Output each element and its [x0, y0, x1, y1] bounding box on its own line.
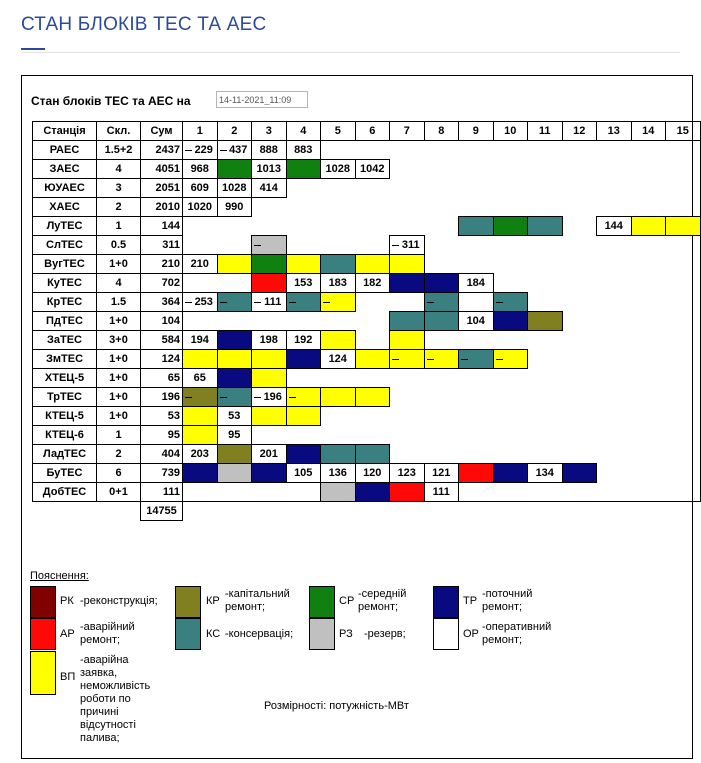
unit-cell[interactable] — [355, 273, 391, 293]
title-accent-bar — [21, 48, 45, 50]
station-name: РАЕС — [32, 140, 97, 160]
unit-cell[interactable] — [389, 349, 425, 369]
station-composition: 1+0 — [96, 311, 141, 331]
column-header: Станція — [32, 121, 97, 141]
legend-swatch — [433, 618, 459, 650]
unit-cell[interactable] — [320, 387, 356, 407]
station-name: ДобТЕС — [32, 482, 97, 502]
column-header: Сум — [140, 121, 183, 141]
unit-value: 1042 — [360, 163, 385, 175]
legend-swatch — [30, 651, 56, 695]
split-marker — [220, 397, 227, 398]
unit-cell[interactable] — [320, 349, 356, 369]
unit-cell[interactable] — [182, 387, 218, 407]
unit-cell[interactable] — [182, 463, 218, 483]
unit-value: 123 — [397, 467, 416, 479]
unit-cell[interactable] — [458, 273, 494, 293]
unit-cell[interactable] — [217, 159, 253, 179]
unit-cell[interactable] — [527, 311, 563, 331]
column-header: 2 — [217, 121, 253, 141]
split-marker — [461, 359, 468, 360]
unit-value: 134 — [535, 467, 554, 479]
unit-cell[interactable] — [217, 349, 253, 369]
station-composition: 1+0 — [96, 349, 141, 369]
unit-cell[interactable] — [355, 349, 391, 369]
unit-cell[interactable] — [251, 330, 287, 350]
unit-cell[interactable] — [355, 254, 391, 274]
column-header: 15 — [665, 121, 701, 141]
legend-swatch — [30, 586, 56, 618]
split-marker — [427, 359, 434, 360]
unit-value: 210 — [190, 258, 209, 270]
station-sum: 53 — [140, 406, 183, 426]
station-name: БуТЕС — [32, 463, 97, 483]
unit-cell[interactable] — [493, 292, 529, 312]
unit-cell[interactable] — [251, 140, 287, 160]
unit-cell[interactable] — [217, 330, 253, 350]
unit-cell[interactable] — [217, 368, 253, 388]
legend-code: ВП — [60, 671, 76, 683]
station-name: КуТЕС — [32, 273, 97, 293]
station-name: КТЕЦ-5 — [32, 406, 97, 426]
unit-cell[interactable] — [251, 406, 287, 426]
unit-cell[interactable] — [217, 387, 253, 407]
unit-cell[interactable] — [355, 482, 391, 502]
unit-value: 968 — [190, 163, 209, 175]
legend-code: КС — [206, 628, 221, 640]
station-sum: 311 — [140, 235, 183, 255]
unit-cell[interactable] — [389, 463, 425, 483]
station-name: ПдТЕС — [32, 311, 97, 331]
unit-cell[interactable] — [217, 425, 253, 445]
station-sum: 2010 — [140, 197, 183, 217]
unit-value: 105 — [294, 467, 313, 479]
units-note: Розмірності: потужність-МВт — [264, 700, 409, 712]
unit-cell[interactable] — [320, 444, 356, 464]
legend-description: -резерв; — [364, 628, 406, 640]
unit-cell[interactable] — [389, 254, 425, 274]
legend-code: СР — [339, 595, 355, 607]
unit-value: 53 — [228, 410, 241, 422]
date-field[interactable] — [216, 91, 308, 108]
station-name: КТЕЦ-6 — [32, 425, 97, 445]
split-marker — [254, 245, 261, 246]
station-name: КрТЕС — [32, 292, 97, 312]
unit-cell[interactable] — [217, 197, 253, 217]
unit-cell[interactable] — [251, 349, 287, 369]
unit-value: 883 — [294, 144, 313, 156]
unit-value: 1028 — [325, 163, 350, 175]
legend-title: Пояснення: — [30, 570, 89, 582]
unit-value: 183 — [328, 277, 347, 289]
unit-cell[interactable] — [424, 292, 460, 312]
unit-value: 609 — [190, 182, 209, 194]
unit-cell[interactable] — [320, 254, 356, 274]
legend-swatch — [433, 586, 459, 618]
unit-cell[interactable] — [596, 216, 632, 236]
station-composition: 1+0 — [96, 368, 141, 388]
unit-cell[interactable] — [493, 463, 529, 483]
unit-cell[interactable] — [182, 406, 218, 426]
unit-cell[interactable] — [251, 159, 287, 179]
legend-code: АР — [60, 628, 75, 640]
column-header: 4 — [286, 121, 322, 141]
unit-cell[interactable] — [217, 444, 253, 464]
unit-cell[interactable] — [458, 349, 494, 369]
unit-cell[interactable] — [182, 425, 218, 445]
station-sum: 4051 — [140, 159, 183, 179]
unit-cell[interactable] — [424, 463, 460, 483]
legend-description: -аварійна заявка, неможливість роботи по причині відсутності палива; — [80, 654, 151, 744]
column-header: 14 — [631, 121, 667, 141]
station-name: ХТЕЦ-5 — [32, 368, 97, 388]
station-composition: 1 — [96, 425, 141, 445]
unit-cell[interactable] — [320, 273, 356, 293]
title-divider — [21, 52, 680, 53]
unit-cell[interactable] — [389, 311, 425, 331]
unit-cell[interactable] — [389, 273, 425, 293]
unit-cell[interactable] — [286, 292, 322, 312]
unit-cell[interactable] — [665, 216, 701, 236]
unit-value: 194 — [190, 334, 209, 346]
legend-code: РЗ — [339, 628, 353, 640]
station-sum: 196 — [140, 387, 183, 407]
unit-cell[interactable] — [631, 216, 667, 236]
station-name: ХАЕС — [32, 197, 97, 217]
split-marker — [185, 150, 192, 151]
unit-value: 1028 — [222, 182, 247, 194]
station-sum: 104 — [140, 311, 183, 331]
station-composition: 4 — [96, 159, 141, 179]
unit-cell[interactable] — [251, 463, 287, 483]
station-sum: 404 — [140, 444, 183, 464]
station-composition: 1+0 — [96, 387, 141, 407]
page-title: СТАН БЛОКІВ ТЕС ТА АЕС — [21, 14, 267, 35]
split-marker — [323, 302, 330, 303]
unit-cell[interactable] — [286, 159, 322, 179]
legend-code: РК — [60, 595, 74, 607]
unit-value: 253 — [194, 296, 213, 308]
station-composition: 0.5 — [96, 235, 141, 255]
unit-cell[interactable] — [493, 349, 529, 369]
legend-description: -оперативний ремонт; — [482, 621, 552, 646]
column-header: 11 — [527, 121, 563, 141]
unit-cell[interactable] — [320, 463, 356, 483]
unit-value: 201 — [259, 448, 278, 460]
station-composition: 0+1 — [96, 482, 141, 502]
station-name: ЛадТЕС — [32, 444, 97, 464]
station-composition: 1.5 — [96, 292, 141, 312]
station-sum: 739 — [140, 463, 183, 483]
split-marker — [392, 359, 399, 360]
station-sum: 124 — [140, 349, 183, 369]
unit-value: 198 — [259, 334, 278, 346]
unit-cell[interactable] — [251, 235, 287, 255]
unit-cell[interactable] — [251, 273, 287, 293]
station-composition: 6 — [96, 463, 141, 483]
split-marker — [496, 302, 503, 303]
panel-title: Стан блоків ТЕС та АЕС на — [31, 94, 191, 108]
station-sum: 65 — [140, 368, 183, 388]
unit-cell[interactable] — [562, 463, 598, 483]
unit-cell[interactable] — [182, 349, 218, 369]
unit-value: 144 — [604, 220, 623, 232]
station-name: ТрТЕС — [32, 387, 97, 407]
unit-cell[interactable] — [320, 159, 356, 179]
unit-cell[interactable] — [355, 159, 391, 179]
unit-value: 414 — [259, 182, 278, 194]
unit-cell[interactable] — [217, 463, 253, 483]
station-sum: 584 — [140, 330, 183, 350]
unit-cell[interactable] — [320, 330, 356, 350]
unit-value: 437 — [229, 144, 248, 156]
unit-cell[interactable] — [217, 140, 253, 160]
unit-value: 990 — [225, 201, 244, 213]
split-marker — [392, 245, 399, 246]
unit-value: 196 — [263, 391, 282, 403]
unit-cell[interactable] — [217, 178, 253, 198]
unit-cell[interactable] — [182, 254, 218, 274]
unit-cell[interactable] — [286, 254, 322, 274]
unit-cell[interactable] — [286, 349, 322, 369]
split-marker — [427, 302, 434, 303]
split-marker — [496, 359, 503, 360]
unit-value: 95 — [228, 429, 241, 441]
station-name: ЗаТЕС — [32, 330, 97, 350]
unit-cell[interactable] — [424, 482, 460, 502]
column-header: 8 — [424, 121, 460, 141]
unit-value: 311 — [401, 239, 420, 251]
legend-code: ТР — [463, 595, 478, 607]
unit-cell[interactable] — [251, 178, 287, 198]
unit-value: 153 — [294, 277, 313, 289]
unit-cell[interactable] — [320, 292, 356, 312]
unit-cell[interactable] — [217, 292, 253, 312]
split-marker — [185, 397, 192, 398]
unit-cell[interactable] — [355, 463, 391, 483]
unit-value: 1013 — [256, 163, 281, 175]
legend-swatch — [175, 586, 201, 618]
split-marker — [185, 302, 192, 303]
station-sum: 210 — [140, 254, 183, 274]
station-name: ЗАЕС — [32, 159, 97, 179]
unit-cell[interactable] — [286, 330, 322, 350]
station-composition: 3 — [96, 178, 141, 198]
unit-cell[interactable] — [182, 197, 218, 217]
column-header: 7 — [389, 121, 425, 141]
legend-description: -поточний ремонт; — [482, 588, 533, 613]
unit-cell[interactable] — [458, 216, 494, 236]
station-sum: 364 — [140, 292, 183, 312]
split-marker — [220, 302, 227, 303]
unit-cell[interactable] — [355, 444, 391, 464]
status-panel — [21, 75, 693, 759]
station-composition: 3+0 — [96, 330, 141, 350]
unit-cell[interactable] — [527, 216, 563, 236]
unit-cell[interactable] — [458, 463, 494, 483]
column-header: 3 — [251, 121, 287, 141]
unit-cell[interactable] — [320, 482, 356, 502]
legend-swatch — [30, 618, 56, 650]
unit-value: 136 — [328, 467, 347, 479]
unit-cell[interactable] — [182, 368, 218, 388]
station-name: СлТЕС — [32, 235, 97, 255]
station-composition: 1.5+2 — [96, 140, 141, 160]
split-marker — [220, 150, 227, 151]
unit-cell[interactable] — [389, 235, 425, 255]
legend-description: -реконструкція; — [80, 595, 158, 607]
station-sum: 702 — [140, 273, 183, 293]
legend-swatch — [309, 618, 335, 650]
column-header: 6 — [355, 121, 391, 141]
unit-value: 192 — [294, 334, 313, 346]
unit-cell[interactable] — [527, 463, 563, 483]
unit-cell[interactable] — [182, 330, 218, 350]
legend-code: КР — [206, 595, 220, 607]
legend-description: -аварійний ремонт; — [80, 621, 135, 646]
station-sum: 111 — [140, 482, 183, 502]
column-header: 5 — [320, 121, 356, 141]
unit-cell[interactable] — [251, 292, 287, 312]
unit-value: 111 — [432, 486, 450, 498]
unit-cell[interactable] — [493, 311, 529, 331]
station-composition: 2 — [96, 197, 141, 217]
unit-cell[interactable] — [251, 368, 287, 388]
column-header: Скл. — [96, 121, 141, 141]
unit-value: 121 — [432, 467, 451, 479]
unit-value: 888 — [259, 144, 278, 156]
unit-cell[interactable] — [286, 273, 322, 293]
column-header: 9 — [458, 121, 494, 141]
unit-value: 120 — [363, 467, 382, 479]
unit-value: 65 — [193, 372, 206, 384]
station-sum: 2437 — [140, 140, 183, 160]
station-sum: 144 — [140, 216, 183, 236]
station-composition: 1 — [96, 216, 141, 236]
total-sum: 14755 — [140, 501, 183, 521]
unit-value: 111 — [264, 296, 282, 308]
station-composition: 2 — [96, 444, 141, 464]
legend-description: -середній ремонт; — [358, 588, 407, 613]
station-sum: 95 — [140, 425, 183, 445]
column-header: 12 — [562, 121, 598, 141]
unit-value: 182 — [363, 277, 382, 289]
unit-cell[interactable] — [182, 159, 218, 179]
unit-cell[interactable] — [251, 444, 287, 464]
unit-cell[interactable] — [286, 463, 322, 483]
split-marker — [289, 397, 296, 398]
unit-cell[interactable] — [217, 406, 253, 426]
unit-value: 1020 — [187, 201, 212, 213]
unit-value: 184 — [466, 277, 485, 289]
column-header: 13 — [596, 121, 632, 141]
unit-cell[interactable] — [286, 140, 322, 160]
unit-cell[interactable] — [286, 444, 322, 464]
unit-cell[interactable] — [355, 387, 391, 407]
unit-cell[interactable] — [182, 140, 218, 160]
column-header: 10 — [493, 121, 529, 141]
legend-swatch — [309, 586, 335, 618]
split-marker — [289, 302, 296, 303]
unit-cell[interactable] — [424, 273, 460, 293]
split-marker — [254, 397, 261, 398]
station-name: ЛуТЕС — [32, 216, 97, 236]
unit-cell[interactable] — [286, 406, 322, 426]
unit-cell[interactable] — [389, 330, 425, 350]
station-composition: 1+0 — [96, 406, 141, 426]
legend-description: -консервація; — [225, 628, 294, 640]
station-composition: 4 — [96, 273, 141, 293]
unit-cell[interactable] — [389, 482, 425, 502]
unit-cell[interactable] — [182, 444, 218, 464]
legend-swatch — [175, 618, 201, 650]
unit-cell[interactable] — [251, 387, 287, 407]
split-marker — [254, 302, 261, 303]
unit-value: 229 — [194, 144, 213, 156]
unit-cell[interactable] — [217, 254, 253, 274]
unit-cell[interactable] — [182, 292, 218, 312]
station-name: ВугТЕС — [32, 254, 97, 274]
station-name: ЮУАЕС — [32, 178, 97, 198]
unit-value: 203 — [190, 448, 209, 460]
unit-value: 104 — [466, 315, 485, 327]
unit-cell[interactable] — [458, 311, 494, 331]
unit-cell[interactable] — [493, 216, 529, 236]
station-name: ЗмТЕС — [32, 349, 97, 369]
unit-value: 124 — [328, 353, 347, 365]
legend-code: ОР — [463, 628, 479, 640]
unit-cell[interactable] — [424, 349, 460, 369]
station-composition: 1+0 — [96, 254, 141, 274]
legend-description: -капітальний ремонт; — [225, 588, 290, 613]
unit-cell[interactable] — [424, 311, 460, 331]
unit-cell[interactable] — [182, 178, 218, 198]
unit-cell[interactable] — [251, 254, 287, 274]
station-sum: 2051 — [140, 178, 183, 198]
unit-cell[interactable] — [286, 387, 322, 407]
column-header: 1 — [182, 121, 218, 141]
